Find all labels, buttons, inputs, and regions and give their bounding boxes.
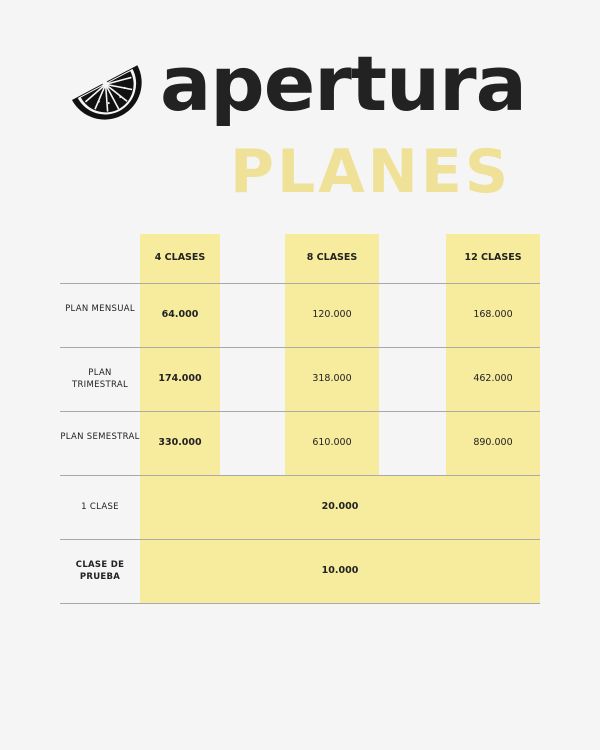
price-cell: 10.000: [321, 565, 359, 576]
row-divider: [60, 475, 540, 476]
price-cell: 168.000: [473, 309, 513, 320]
column-header-8-clases: 8 CLASES: [306, 252, 358, 263]
price-cell: 330.000: [158, 437, 202, 448]
price-cell: 174.000: [158, 373, 202, 384]
row-divider: [60, 603, 540, 604]
row-label-plan-mensual: PLAN MENSUAL: [65, 304, 135, 314]
column-header-4-clases: 4 CLASES: [154, 252, 206, 263]
price-cell: 462.000: [473, 373, 513, 384]
column-header-12-clases: 12 CLASES: [464, 252, 522, 263]
price-cell: 610.000: [312, 437, 352, 448]
row-label-clase-de-prueba: CLASE DE PRUEBA: [75, 560, 125, 582]
brand-wordmark: apertura: [160, 39, 526, 128]
price-cell: 120.000: [312, 309, 352, 320]
row-divider: [60, 539, 540, 540]
row-label-plan-semestral: PLAN SEMESTRAL: [60, 432, 140, 442]
price-cell: 890.000: [473, 437, 513, 448]
page-title: PLANES: [230, 137, 512, 207]
price-cell: 20.000: [321, 501, 359, 512]
row-label-1-clase: 1 CLASE: [81, 502, 119, 512]
row-divider: [60, 283, 540, 284]
row-divider: [60, 411, 540, 412]
price-cell: 64.000: [161, 309, 199, 320]
orange-slice-icon: [66, 52, 148, 122]
price-cell: 318.000: [312, 373, 352, 384]
row-divider: [60, 347, 540, 348]
row-label-plan-trimestral: PLAN TRIMESTRAL: [71, 368, 128, 390]
